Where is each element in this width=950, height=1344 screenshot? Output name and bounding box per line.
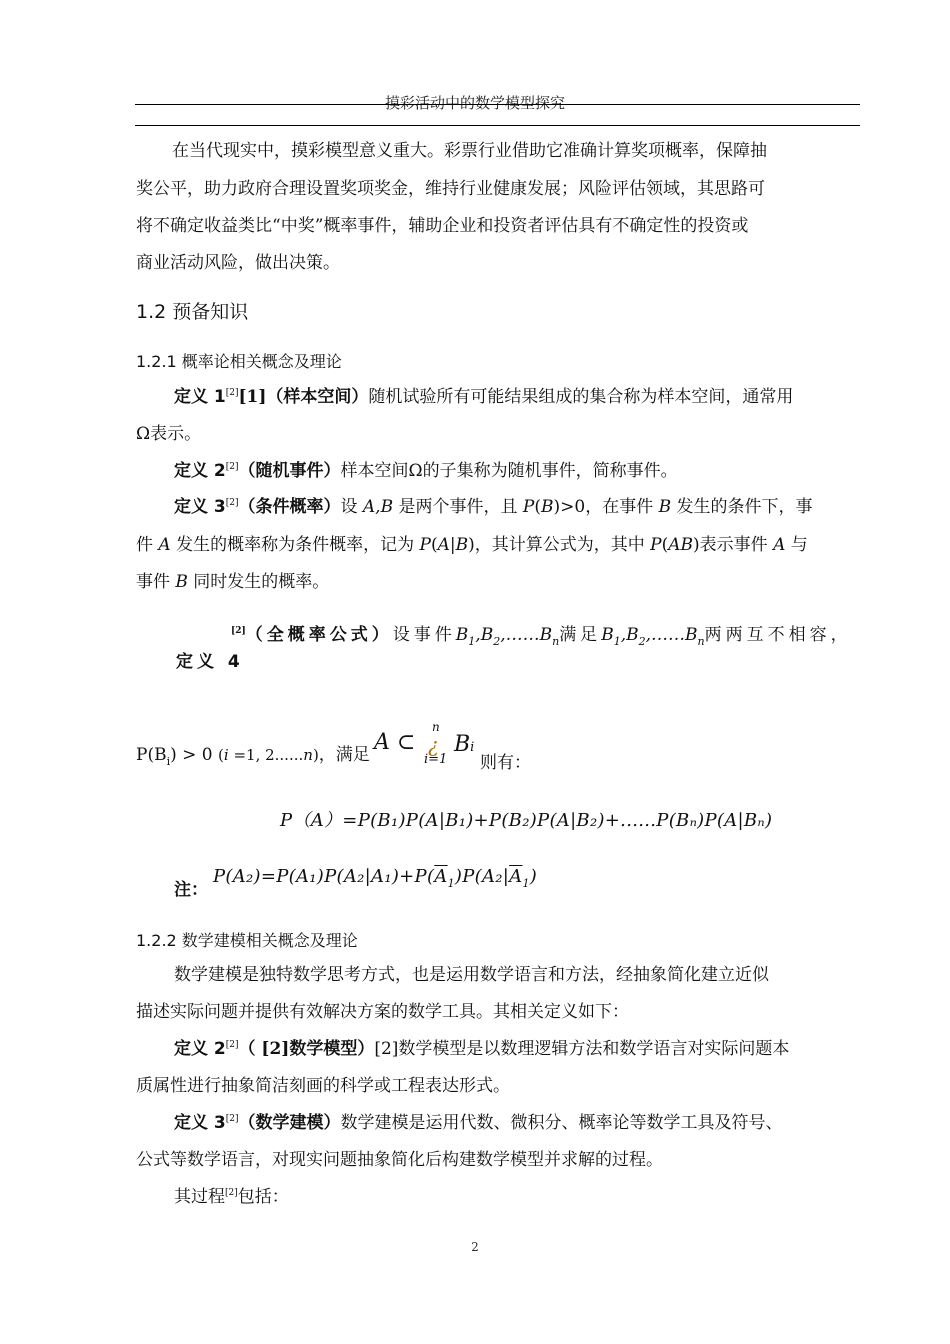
def4-condition [136,745,370,767]
var-b: B [539,625,553,645]
page-number: 2 [471,1240,479,1254]
comma: , [620,625,627,645]
intro-line-4: 商业活动风险，做出决策。 [136,253,340,273]
var-b: B [480,625,494,645]
mdef2-label: 定义 2 [174,1039,226,1059]
dots: ,…… [645,625,685,645]
def3-text: 设 [340,497,363,517]
def1-text-2: 表示。 [150,424,202,444]
subscript: n [697,635,705,648]
satisfy-text: ，满足 [318,745,370,765]
var-ab: AB [668,535,694,555]
mdef3-ref: [2] [225,1114,239,1124]
union-top: n [432,720,440,734]
var-b: B [601,625,614,645]
a-bar: $\overline{A}$ [509,866,523,887]
note-formula-part: P(A₂)=P(A₁)P(A₂|A₁)+P( [213,866,435,887]
mdef3-label: 定义 3 [174,1113,226,1133]
def3-text: 件 [136,535,159,555]
def3-name: （条件概率） [238,497,341,517]
a-bar: $\overline{A}$ [434,866,448,887]
def2-line [174,461,678,481]
total-probability-formula: P（A）=P(B₁)P(A|B₁)+P(B₂)P(A|B₂)+......P(Bₙ)P(A|Bₙ) [280,810,773,831]
dots: ,…… [500,625,540,645]
def2-ref: [2] [225,462,239,472]
def3-line-1 [174,497,813,517]
index-range [218,746,319,764]
paren: ( [430,535,438,555]
note-label: 注： [174,880,208,900]
var-b: B [541,497,554,517]
def1-label: 定义 1 [174,387,226,407]
var-p: P [650,535,662,555]
subscript: 1 [447,877,455,890]
mdef2-line-2: 质属性进行抽象简洁刻画的科学或工程表达形式。 [136,1076,510,1096]
var-a: A [773,535,786,555]
mdef3-line-1 [174,1113,783,1133]
mdef3-text-1: 数学建模是运用代数、微积分、概率论等数学工具及符号、 [340,1113,783,1133]
def4-name: （全概率公式） [245,625,393,645]
def2-text-1: 样本空间 [340,461,409,481]
def3-text: 发生的概率称为条件概率，记为 [170,535,420,555]
def3-line-2 [136,535,808,555]
paren: ( [534,497,541,517]
process-line [174,1187,289,1207]
def3-text: )>0，在事件 [553,497,659,517]
b-sequence [601,625,705,648]
prob-b: P(B [136,745,167,765]
var-b: B [685,625,698,645]
header-rule-top [135,104,860,105]
modeling-line-1: 数学建模是独特数学思考方式，也是运用数学语言和方法，经抽象简化建立近似 [174,965,769,985]
def4-ref: [2] [231,626,246,636]
mdef2-text-1: [2]数学模型是以数理逻辑方法和数学语言对实际问题本 [374,1039,790,1059]
var-a: A [158,535,171,555]
range: =1, 2...... [228,746,304,764]
def1-ref: [2] [225,388,239,398]
def3-text: 是两个事件，且 [393,497,523,517]
intro-line-2: 奖公平，助力政府合理设置奖项奖金，维持行业健康发展；风险评估领域，其思路可 [136,179,765,199]
union-lhs [374,730,415,755]
def3-text: )表示事件 [693,535,774,555]
def3-text: 事件 [136,572,176,592]
process-text: 其过程 [174,1187,225,1207]
then-text: 则有： [480,753,531,773]
var-b: B [454,732,471,757]
var-p: P [419,535,431,555]
omega-symbol: Ω [136,424,151,444]
subscript: 1 [613,635,621,648]
def3-text: 发生的条件下，事 [671,497,813,517]
subscript: n [552,635,560,648]
var-i: i [223,746,229,764]
omega-symbol: Ω [408,461,423,481]
paren: ) [312,746,319,764]
def4-text-a: 设事件 [392,625,456,645]
process-text: 包括： [237,1187,289,1207]
def1-name: （样本空间） [266,387,369,407]
intro-line-1: 在当代现实中，摸彩模型意义重大。彩票行业借助它准确计算奖项概率，保障抽 [172,141,767,161]
mdef3-line-2: 公式等数学语言，对现实问题抽象简化后构建数学模型并求解的过程。 [136,1150,663,1170]
var-i: i [470,740,475,755]
def3-label: 定义 3 [174,497,226,517]
intro-line-3: 将不确定收益类比“中奖”概率事件，辅助企业和投资者评估具有不确定性的投资或 [136,216,749,236]
var-ab: A,B [362,497,394,517]
subsection-title-1-2-1: 1.2.1 概率论相关概念及理论 [136,352,342,371]
def1-line-2 [136,424,201,444]
mdef2-name: 数学模型） [289,1039,375,1059]
running-header: 摸彩活动中的数学模型探究 [384,94,565,112]
def3-line-3 [136,572,329,592]
modeling-line-2: 描述实际问题并提供有效解决方案的数学工具。其相关定义如下： [136,1002,629,1022]
def2-text-2: 的子集称为随机事件，简称事件。 [422,461,678,481]
def4-text-c: 两两互不相容， [704,625,852,645]
var-a-given-b: A|B [437,535,469,555]
b-sequence [455,625,560,648]
mdef3-name: （数学建模） [238,1113,341,1133]
def3-text: 同时发生的概率。 [187,572,330,592]
gt-zero: ) > 0 [170,745,213,765]
paren: ( [661,535,669,555]
union-bottom: i=1 [424,752,448,767]
var-b: B [175,572,188,592]
subset-symbol: ⊂ [396,730,416,755]
var-a: A [374,730,390,755]
var-b: B [455,625,469,645]
def1-ref-b: [1] [238,387,267,407]
union-symbol: ¿ [428,733,439,757]
mdef2-name: （ [238,1039,262,1059]
section-title-1-2: 1.2 预备知识 [136,301,249,323]
def4-text-b: 满足 [559,625,602,645]
def2-name: （随机事件） [238,461,341,481]
union-rhs [454,732,474,757]
header-rule-bottom [135,125,860,126]
def3-text: 与 [785,535,808,555]
note-formula-part: )P(A₂| [454,866,510,887]
def3-text: )，其计算公式为，其中 [468,535,651,555]
note-formula-part: ) [529,866,538,887]
def1-text-1: 随机试验所有可能结果组成的集合称为样本空间，通常用 [368,387,794,407]
mdef2-line-1 [174,1039,789,1059]
var-b: B [658,497,672,517]
comma: , [475,625,481,645]
subsection-title-1-2-2: 1.2.2 数学建模相关概念及理论 [136,931,358,950]
note-formula [213,866,538,890]
subscript: i [166,755,171,768]
subscript: 1 [522,877,530,890]
def4-line-1 [231,625,852,647]
def4-label: 定义 4 [176,652,244,672]
var-p: P [522,497,535,517]
def2-label: 定义 2 [174,461,226,481]
subscript: 1 [468,635,476,648]
subscript: 2 [638,635,646,648]
paren: ( [218,746,224,764]
var-n: n [303,746,313,764]
def3-ref: [2] [225,498,239,508]
var-b: B [626,625,639,645]
process-ref: [2] [225,1188,238,1198]
def1-line-1 [174,387,793,407]
mdef2-name-ref: [2] [261,1039,290,1059]
subscript: 2 [493,635,501,648]
mdef2-ref: [2] [225,1040,239,1050]
